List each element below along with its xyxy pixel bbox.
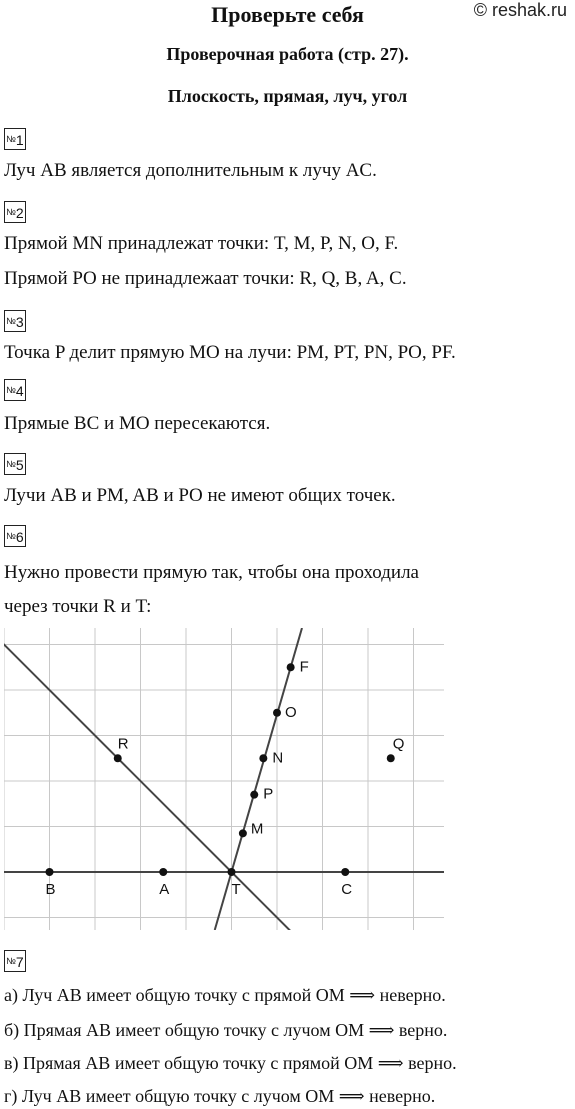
point-label-b: B [45,881,56,898]
point-n [259,754,267,762]
task-6-line-2: через точки R и T: [4,596,152,617]
task-3-line-1: Точка P делит прямую MO на лучи: PM, PT, PN, PO, PF. [4,342,456,363]
grid-lines [4,628,444,930]
point-label-t: T [231,881,241,898]
point-r [114,754,122,762]
task-number-6: №6 [4,525,26,547]
point-t [228,868,236,876]
point-label-f: F [299,658,309,676]
task-4-line-1: Прямые BC и MO пересекаются. [4,413,271,434]
task-2-line-1: Прямой MN принадлежат точки: T, M, P, N, O, F. [4,233,399,254]
point-label-p: P [263,785,274,803]
topic-heading: Плоскость, прямая, луч, угол [167,86,408,106]
page-title: Проверьте себя [211,2,364,27]
point-c [341,868,349,876]
point-f [287,663,295,671]
point-label-a: A [159,881,170,898]
work-subtitle: Проверочная работа (стр. 27). [166,44,409,64]
diagram-points [46,658,405,898]
task-number-7: №7 [4,950,26,972]
point-m [239,829,247,837]
task-7-line-d: г) Луч AB имеет общую точку с лучом OM ⟹ неверно. [4,1086,436,1106]
point-q [387,754,395,762]
task-6-line-1: Нужно провести прямую так, чтобы она проходила [4,562,419,583]
site-credit: © reshak.ru [473,0,567,20]
point-label-c: C [341,881,353,898]
line-mo [215,628,302,930]
point-label-r: R [117,735,129,753]
point-p [250,791,258,799]
task-7-line-b: б) Прямая AB имеет общую точку с лучом OM ⟹ верно. [4,1020,448,1040]
construction-lines [4,628,444,930]
point-a [159,868,167,876]
task-1-line-1: Луч AB является дополнительным к лучу AC. [4,160,377,181]
task-number-3: №3 [4,310,26,332]
task-7-line-a: а) Луч AB имеет общую точку с прямой OM ⟹ неверно. [4,985,446,1005]
point-label-q: Q [392,735,405,753]
point-label-o: O [285,703,297,721]
task-number-1: №1 [4,128,26,150]
task-2-line-2: Прямой PO не принадлежаат точки: R, Q, B, A, C. [4,268,407,289]
point-o [273,709,281,717]
task-number-5: №5 [4,453,26,475]
point-label-m: M [250,820,264,838]
task-number-2: №2 [4,201,26,223]
point-label-n: N [272,749,284,767]
task-5-line-1: Лучи AB и PM, AB и PO не имеют общих точек. [4,485,396,506]
task-number-4: №4 [4,379,26,401]
point-b [46,868,54,876]
task-7-line-c: в) Прямая AB имеет общую точку с прямой OM ⟹ верно. [4,1053,457,1073]
geometry-diagram [4,628,444,930]
